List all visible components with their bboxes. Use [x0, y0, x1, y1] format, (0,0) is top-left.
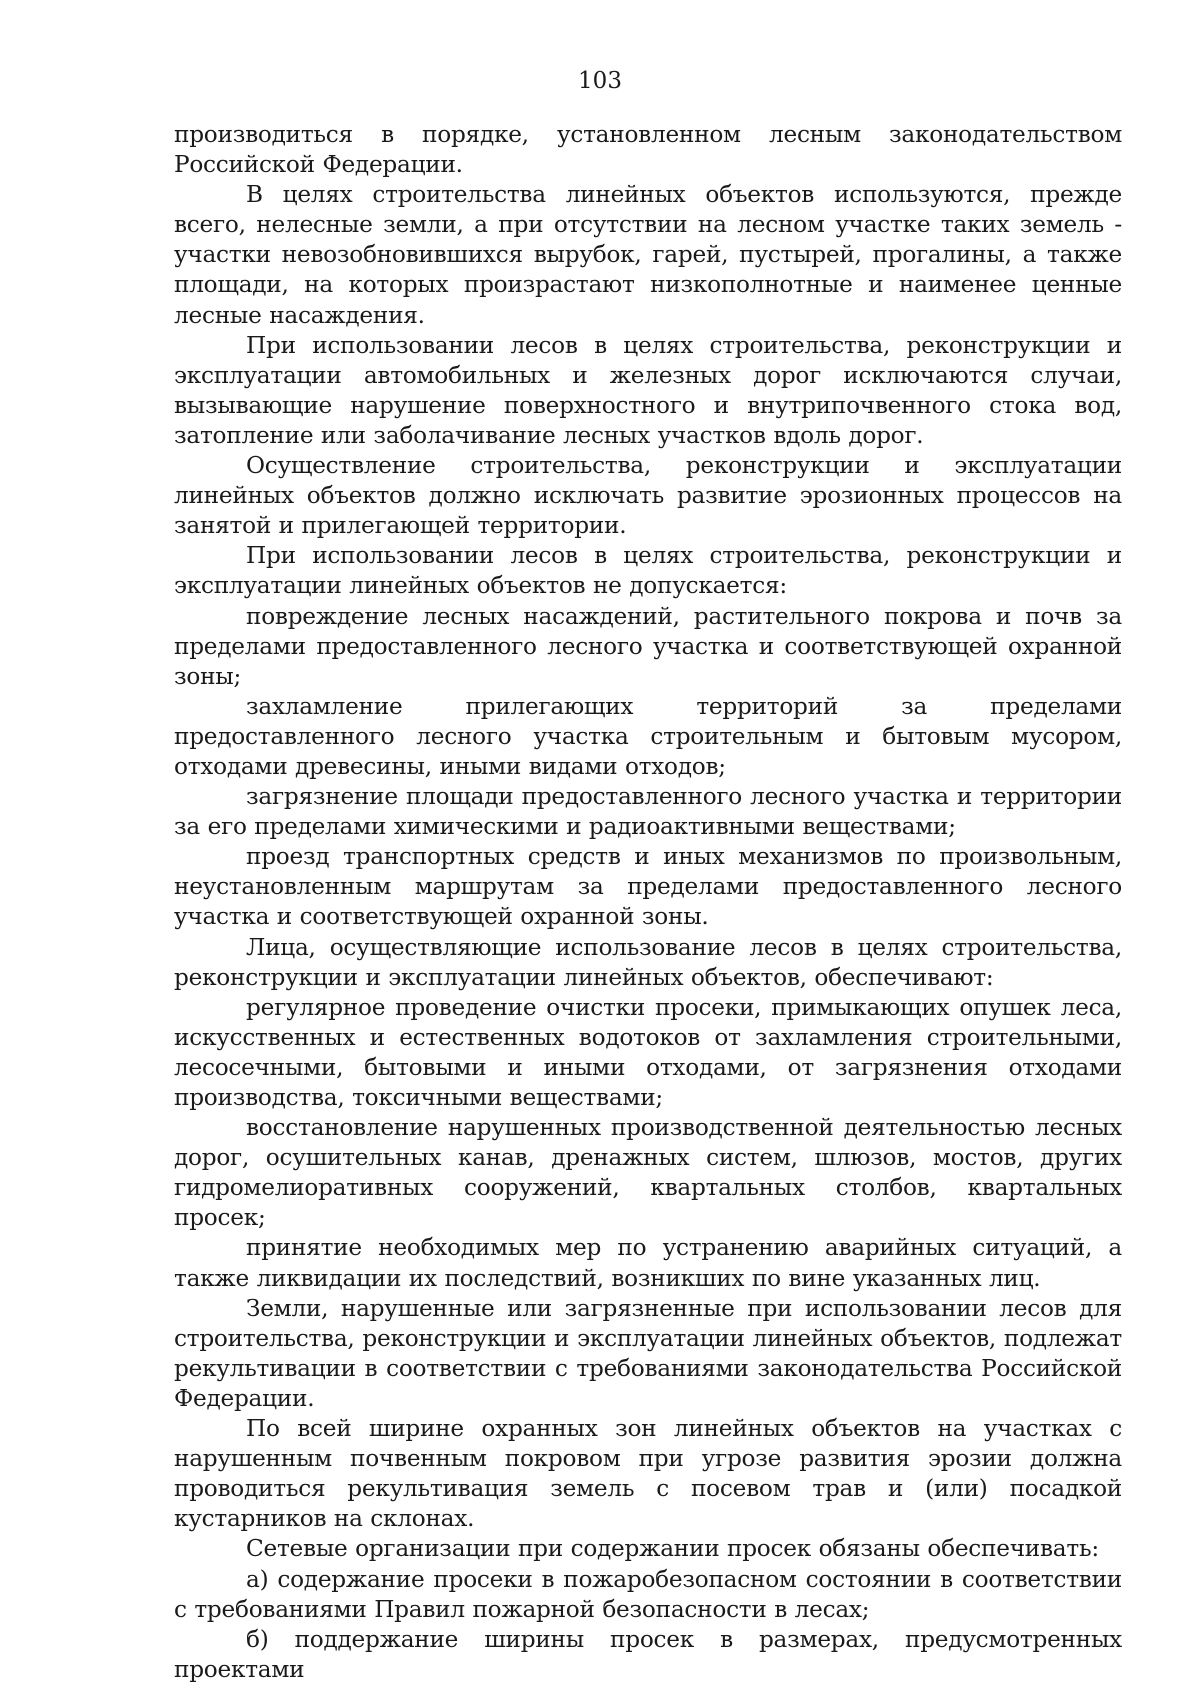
list-item: б) поддержание ширины просек в размерах, предусмотренных проектами: [174, 1625, 1122, 1683]
page-number: 103: [578, 68, 622, 94]
paragraph: При использовании лесов в целях строительства, реконструкции и эксплуатации автомобильных и железных дорог исключаются случаи, вызывающие нарушение поверхностного и внутрипочвенного стока вод, затопление или заболачивание лесных участков вдоль дорог.: [174, 331, 1122, 449]
paragraph: Лица, осуществляющие использование лесов в целях строительства, реконструкции и эксплуатации линейных объектов, обеспечивают:: [174, 933, 1122, 991]
paragraph: Осуществление строительства, реконструкции и эксплуатации линейных объектов должно исключать развитие эрозионных процессов на занятой и прилегающей территории.: [174, 452, 1122, 540]
paragraph: При использовании лесов в целях строительства, реконструкции и эксплуатации линейных объектов не допускается:: [174, 542, 1122, 600]
paragraph: В целях строительства линейных объектов используются, прежде всего, нелесные земли, а при отсутствии на лесном участке таких земель - участки невозобновившихся вырубок, гарей, пустырей, прогалины, а также площади, на которых произрастают низкополнотные и наименее ценные лесные насаждения.: [174, 181, 1122, 329]
paragraph: По всей ширине охранных зон линейных объектов на участках с нарушенным почвенным покровом при угрозе развития эрозии должна проводиться рекультивация земель с посевом трав и (или) посадкой кустарников на склонах.: [174, 1415, 1122, 1533]
list-item: а) содержание просеки в пожаробезопасном состоянии в соответствии с требованиями Правил пожарной безопасности в лесах;: [174, 1565, 1122, 1623]
list-item: принятие необходимых мер по устранению аварийных ситуаций, а также ликвидации их последствий, возникших по вине указанных лиц.: [174, 1234, 1122, 1292]
list-item: проезд транспортных средств и иных механизмов по произвольным, неустановленным маршрутам за пределами предоставленного лесного участка и соответствующей охранной зоны.: [174, 843, 1122, 931]
paragraph: Сетевые организации при содержании просек обязаны обеспечивать:: [246, 1535, 1099, 1563]
list-item: регулярное проведение очистки просеки, примыкающих опушек леса, искусственных и естественных водотоков от захламления строительными, лесосечными, бытовыми и иными отходами, от загрязнения отходами производства, токсичными веществами;: [174, 993, 1122, 1111]
list-item: восстановление нарушенных производственной деятельностью лесных дорог, осушительных канав, дренажных систем, шлюзов, мостов, других гидромелиоративных сооружений, квартальных столбов, квартальных просек;: [174, 1114, 1122, 1232]
body-text: [174, 120, 1122, 1685]
paragraph: производиться в порядке, установленном лесным законодательством Российской Федерации.: [174, 121, 1122, 179]
list-item: захламление прилегающих территорий за пределами предоставленного лесного участка строительным и бытовым мусором, отходами древесины, иными видами отходов;: [174, 692, 1122, 780]
paragraph: Земли, нарушенные или загрязненные при использовании лесов для строительства, реконструкции и эксплуатации линейных объектов, подлежат рекультивации в соответствии с требованиями законодательства Российской Федерации.: [174, 1294, 1122, 1412]
list-item: загрязнение площади предоставленного лесного участка и территории за его пределами химическими и радиоактивными веществами;: [174, 783, 1122, 841]
list-item: повреждение лесных насаждений, растительного покрова и почв за пределами предоставленного лесного участка и соответствующей охранной зоны;: [174, 602, 1122, 690]
